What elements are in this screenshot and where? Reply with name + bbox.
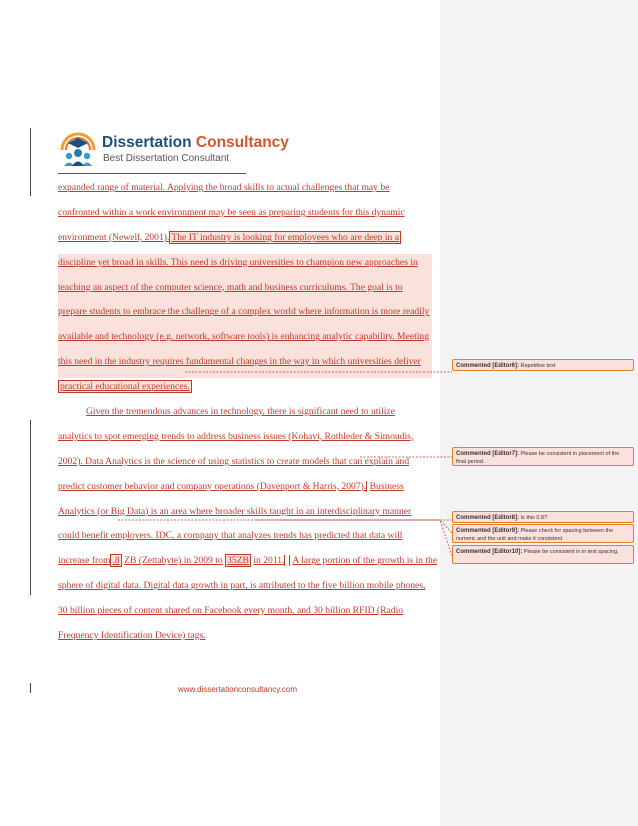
paragraph-line: analytics to spot emerging trends to address business issues (Kohavi, Rothleder & Simoudis,: [58, 430, 414, 442]
comment-editor10[interactable]: Commented [Editor10]: Please be consistent in in text spacing.: [452, 545, 634, 564]
logo-title: Dissertation Consultancy: [102, 134, 289, 151]
paragraph-line: [58, 378, 432, 403]
paragraph-line: expanded range of material. Applying the broad skills to actual challenges that may be: [58, 182, 390, 193]
logo-subtitle: Best Dissertation Consultant: [103, 153, 230, 164]
paragraph-line: this need in the industry requires fundamental changes in the way in which universities deliver: [58, 353, 432, 378]
comment-anchor: [284, 555, 290, 566]
paragraph-line: predict customer behavior and company operations (Davenport & Harris, 2007). Business: [58, 480, 404, 492]
comments-margin-pane: [440, 0, 638, 826]
comment-editor9[interactable]: Commented [Editor9]: Please check for spacing between the numeric and the unit and make it consistent: [452, 524, 634, 543]
company-logo: [58, 132, 289, 168]
paragraph-line: discipline yet broad in skills. This need is driving universities to champion new approaches in: [58, 254, 432, 279]
paragraph-line: confronted within a work environment may be seen as preparing students for this dynamic: [58, 206, 405, 218]
change-bar-middle: [30, 420, 31, 595]
graduate-logo-icon: [58, 132, 98, 168]
paragraph-line: Frequency Identification Device) tags.: [58, 630, 206, 642]
paragraph-line: prepare students to embrace the challenge of a complex world where information is more readily: [58, 303, 432, 328]
comment-editor7[interactable]: Commented [Editor7]: Please be consistent in placement of the final period.: [452, 447, 634, 466]
paragraph-line: Analytics (or Big Data) is an area where broader skills taught in an interdisciplinary manner: [58, 505, 412, 517]
comment-editor8[interactable]: Commented [Editor8]: Is this 0.8?: [452, 511, 634, 523]
header-rule: [58, 173, 246, 174]
comment-anchor: [366, 481, 367, 492]
highlighted-text: .8: [112, 555, 120, 567]
comment-editor6[interactable]: Commented [Editor6]: Repetitive text: [452, 359, 634, 371]
paragraph-line: increase from .8 ZB (Zettabyte) in 2009 to 35ZB in 2011. A large portion of the growth is in the: [58, 555, 438, 567]
highlighted-text: The IT industry is looking for employees who are deep in a: [171, 231, 399, 243]
paragraph-line: 2002). Data Analytics is the science of using statistics to create models that can explain and: [58, 455, 410, 467]
paragraph-line: teaching an aspect of the computer science, math and business curriculums. The goal is to: [58, 279, 432, 304]
paragraph-line: could benefit employers. IDC, a company that analyzes trends has predicted that data will: [58, 530, 403, 542]
document-body: [58, 179, 438, 652]
change-bar-footer: [30, 683, 31, 693]
highlighted-text: 35ZB: [227, 555, 249, 567]
paragraph-line: available and technology (e.g. network, software tools) is enhancing analytic capability. Meeting: [58, 328, 432, 353]
paragraph-line: Given the tremendous advances in technology, there is significant need to utilize: [86, 406, 395, 418]
highlighted-text: practical educational experiences.: [60, 381, 190, 393]
footer-website-link[interactable]: www.dissertationconsultancy.com: [178, 685, 298, 694]
paragraph-line: 30 billion pieces of content shared on Facebook every month, and 30 billion RFID (Radio: [58, 605, 404, 617]
paragraph-line: environment (Newell, 2001). The IT industry is looking for employees who are deep in a: [58, 231, 399, 243]
change-bar-top: [30, 128, 31, 196]
paragraph-line: sphere of digital data. Digital data growth in part, is attributed to the five billion mobile phones,: [58, 580, 426, 592]
